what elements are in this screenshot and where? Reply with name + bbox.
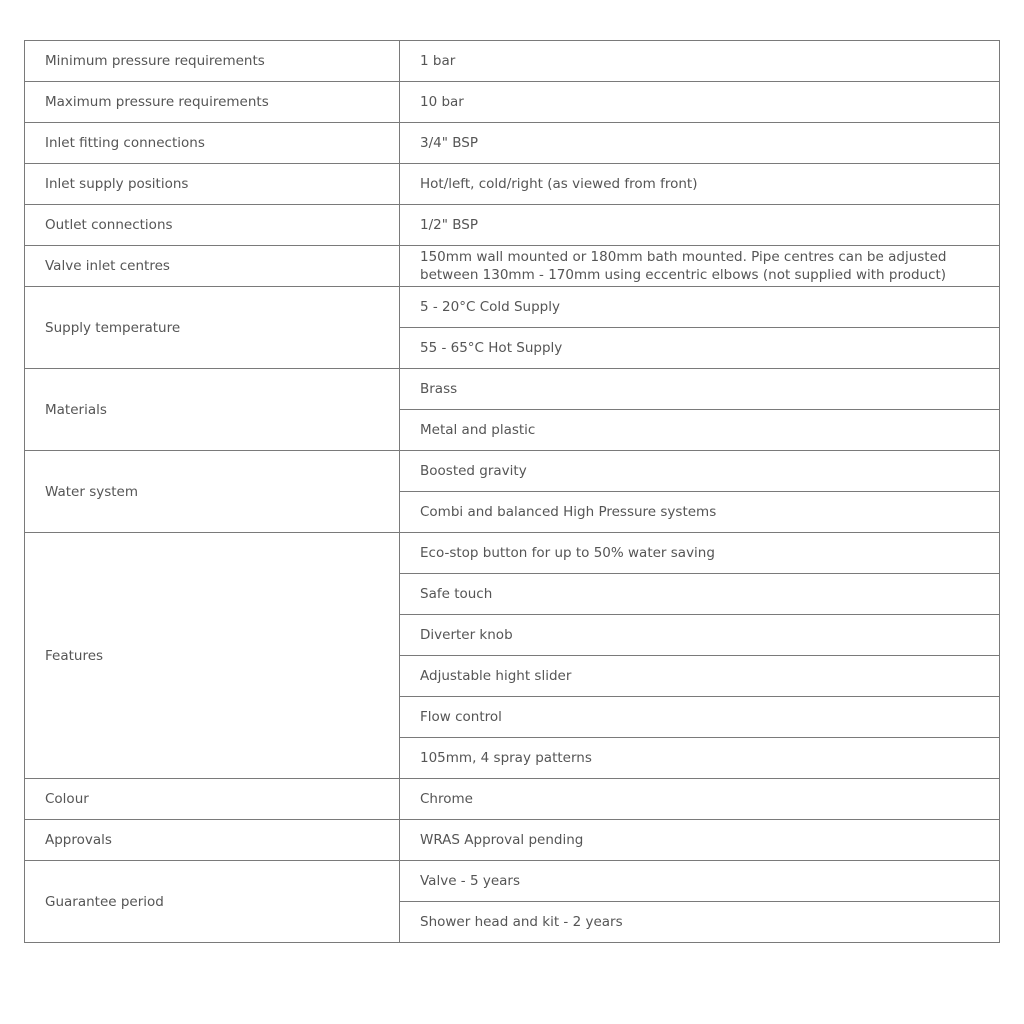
spec-value: 150mm wall mounted or 180mm bath mounted. Pipe centres can be adjusted between 130mm - 170mm using eccentric elbows (not supplied with product) xyxy=(400,246,1000,287)
spec-label: Inlet fitting connections xyxy=(25,123,400,164)
spec-label: Colour xyxy=(25,779,400,820)
spec-value: Eco-stop button for up to 50% water saving xyxy=(400,533,1000,574)
table-row xyxy=(25,779,1000,820)
spec-value: Adjustable hight slider xyxy=(400,656,1000,697)
spec-label: Features xyxy=(25,533,400,779)
table-row xyxy=(25,451,1000,492)
spec-value: WRAS Approval pending xyxy=(400,820,1000,861)
spec-value: 105mm, 4 spray patterns xyxy=(400,738,1000,779)
spec-label: Outlet connections xyxy=(25,205,400,246)
table-row xyxy=(25,287,1000,328)
table-row xyxy=(25,861,1000,902)
spec-label: Inlet supply positions xyxy=(25,164,400,205)
spec-table-body xyxy=(25,41,1000,943)
spec-value: 1/2" BSP xyxy=(400,205,1000,246)
table-row xyxy=(25,205,1000,246)
spec-label: Valve inlet centres xyxy=(25,246,400,287)
spec-label: Supply temperature xyxy=(25,287,400,369)
table-row xyxy=(25,533,1000,574)
spec-value: 55 - 65°C Hot Supply xyxy=(400,328,1000,369)
spec-value: Shower head and kit - 2 years xyxy=(400,902,1000,943)
table-row xyxy=(25,246,1000,287)
spec-label: Water system xyxy=(25,451,400,533)
table-row xyxy=(25,164,1000,205)
spec-value: Combi and balanced High Pressure systems xyxy=(400,492,1000,533)
spec-label: Minimum pressure requirements xyxy=(25,41,400,82)
spec-value: 3/4" BSP xyxy=(400,123,1000,164)
table-row xyxy=(25,41,1000,82)
spec-value: Flow control xyxy=(400,697,1000,738)
table-row xyxy=(25,820,1000,861)
spec-value: Chrome xyxy=(400,779,1000,820)
spec-value: Valve - 5 years xyxy=(400,861,1000,902)
spec-value: 5 - 20°C Cold Supply xyxy=(400,287,1000,328)
spec-value: Safe touch xyxy=(400,574,1000,615)
spec-label: Approvals xyxy=(25,820,400,861)
spec-value: Boosted gravity xyxy=(400,451,1000,492)
spec-value: 1 bar xyxy=(400,41,1000,82)
spec-value: Brass xyxy=(400,369,1000,410)
spec-value: Metal and plastic xyxy=(400,410,1000,451)
spec-value: Hot/left, cold/right (as viewed from front) xyxy=(400,164,1000,205)
table-row xyxy=(25,369,1000,410)
spec-label: Guarantee period xyxy=(25,861,400,943)
spec-table xyxy=(24,40,1000,943)
spec-value: 10 bar xyxy=(400,82,1000,123)
table-row xyxy=(25,82,1000,123)
table-row xyxy=(25,123,1000,164)
spec-label: Maximum pressure requirements xyxy=(25,82,400,123)
spec-label: Materials xyxy=(25,369,400,451)
spec-value: Diverter knob xyxy=(400,615,1000,656)
